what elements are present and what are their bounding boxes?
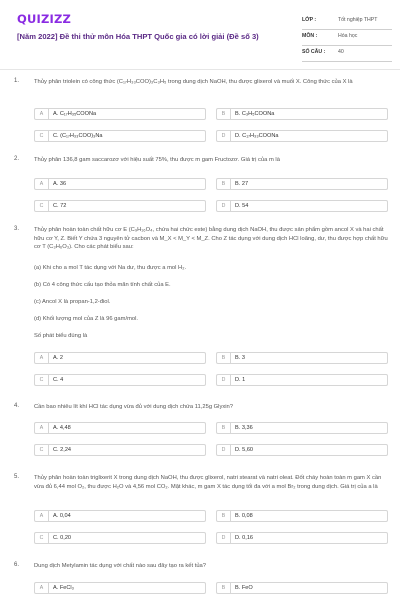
worksheet-header bbox=[0, 0, 400, 70]
option-c[interactable] bbox=[34, 130, 206, 142]
option-text: B. FeO bbox=[235, 585, 253, 591]
option-a[interactable] bbox=[34, 422, 206, 434]
question-number: 2. bbox=[14, 156, 20, 162]
page-title: [Năm 2022] Đề thi thử môn Hóa THPT Quốc gia có lời giải (Đề số 3) bbox=[17, 32, 259, 41]
question-prompt: Số phát biểu đúng là bbox=[34, 333, 88, 339]
option-letter: B bbox=[217, 423, 231, 433]
question-number: 5. bbox=[14, 474, 20, 480]
meta-value: Hóa học bbox=[338, 33, 358, 39]
option-text: A. 0,04 bbox=[53, 513, 71, 519]
option-letter: A bbox=[35, 109, 49, 119]
header-divider bbox=[0, 69, 400, 70]
option-letter: B bbox=[217, 583, 231, 593]
option-letter: D bbox=[217, 131, 231, 141]
question-number: 6. bbox=[14, 562, 20, 568]
statement-d: (d) Khối lượng mol của Z là 96 gam/mol. bbox=[34, 316, 139, 322]
meta-row-count bbox=[302, 46, 392, 62]
option-text: C. 0,20 bbox=[53, 535, 72, 541]
question-text: Dung dịch Metylamin tác dụng với chất nào sau đây tạo ra kết tủa? bbox=[34, 563, 207, 569]
option-letter: C bbox=[35, 445, 49, 455]
option-text: B. 27 bbox=[235, 181, 249, 187]
option-d[interactable] bbox=[216, 532, 388, 544]
option-d[interactable] bbox=[216, 130, 388, 142]
meta-value: Tốt nghiệp THPT bbox=[338, 17, 378, 23]
option-text: A. FeCl₃ bbox=[53, 585, 74, 591]
quizizz-logo: QUIZIZZ bbox=[17, 12, 72, 26]
option-letter: B bbox=[217, 353, 231, 363]
option-text: A. 2 bbox=[53, 355, 63, 361]
option-letter: A bbox=[35, 583, 49, 593]
option-letter: D bbox=[217, 533, 231, 543]
option-letter: B bbox=[217, 511, 231, 521]
option-a[interactable] bbox=[34, 352, 206, 364]
meta-label: LỚP : bbox=[302, 17, 317, 23]
question-text: Thủy phân hoàn toàn triglixerit X trong dung dịch NaOH, thu được glixerol, natri stearat và natri oleat. Đốt cháy hoàn toàn m gam X cần vừa đủ 6,44 mol O₂, thu được H₂O và 4,56 mol CO₂. Mặt khác, m gam X tác dụng tối đa với a mol Br₂ trong dung dịch. Giá trị của a là bbox=[34, 475, 382, 490]
option-d[interactable] bbox=[216, 374, 388, 386]
question-text: Thủy phân triolein có công thức (C₁₇H₃₃COO)₃C₃H₅ trong dung dịch NaOH, thu được glixerol và muối X. Công thức của X là bbox=[34, 79, 353, 85]
option-a[interactable] bbox=[34, 108, 206, 120]
option-text: C. 2,24 bbox=[53, 447, 72, 453]
option-a[interactable] bbox=[34, 582, 206, 594]
meta-value: 40 bbox=[338, 49, 344, 55]
option-letter: A bbox=[35, 423, 49, 433]
option-d[interactable] bbox=[216, 444, 388, 456]
option-c[interactable] bbox=[34, 200, 206, 212]
option-letter: A bbox=[35, 353, 49, 363]
option-letter: A bbox=[35, 511, 49, 521]
option-text: D. 54 bbox=[235, 203, 249, 209]
option-letter: D bbox=[217, 201, 231, 211]
option-b[interactable] bbox=[216, 422, 388, 434]
option-b[interactable] bbox=[216, 178, 388, 190]
option-letter: D bbox=[217, 375, 231, 385]
meta-label: MÔN : bbox=[302, 33, 318, 39]
option-letter: B bbox=[217, 109, 231, 119]
option-b[interactable] bbox=[216, 510, 388, 522]
meta-row-subject bbox=[302, 30, 392, 46]
question-text: Thủy phân 136,8 gam saccarozơ với hiệu suất 75%, thu được m gam Fructozơ. Giá trị của m là bbox=[34, 157, 280, 163]
meta-row-class bbox=[302, 14, 392, 30]
option-text: B. 3,36 bbox=[235, 425, 253, 431]
option-text: B. C₃H₅COONa bbox=[235, 111, 275, 117]
worksheet-meta bbox=[302, 14, 392, 62]
option-text: C. 72 bbox=[53, 203, 67, 209]
question-number: 3. bbox=[14, 226, 20, 232]
question-number: 4. bbox=[14, 403, 20, 409]
option-text: D. 5,60 bbox=[235, 447, 254, 453]
option-letter: C bbox=[35, 201, 49, 211]
statement-c: (c) Ancol X là propan-1,2-điol. bbox=[34, 299, 111, 305]
option-a[interactable] bbox=[34, 510, 206, 522]
option-d[interactable] bbox=[216, 200, 388, 212]
option-text: D. 1 bbox=[235, 377, 246, 383]
option-b[interactable] bbox=[216, 108, 388, 120]
option-a[interactable] bbox=[34, 178, 206, 190]
option-letter: C bbox=[35, 533, 49, 543]
question-text: Cần bao nhiêu lít khí HCl tác dụng vừa đủ với dung dịch chứa 11,25g Glyxin? bbox=[34, 404, 234, 410]
statement-a: (a) Khi cho a mol T tác dụng với Na dư, thu được a mol H₂. bbox=[34, 265, 187, 271]
option-text: C. 4 bbox=[53, 377, 64, 383]
option-text: B. 0,08 bbox=[235, 513, 253, 519]
option-text: A. 4,48 bbox=[53, 425, 71, 431]
option-b[interactable] bbox=[216, 352, 388, 364]
option-text: C. (C₁₇H₃₃COO)₃Na bbox=[53, 133, 103, 139]
option-letter: A bbox=[35, 179, 49, 189]
option-text: D. C₁₇H₃₃COONa bbox=[235, 133, 279, 139]
option-c[interactable] bbox=[34, 444, 206, 456]
option-text: A. 36 bbox=[53, 181, 67, 187]
option-letter: D bbox=[217, 445, 231, 455]
option-text: D. 0,16 bbox=[235, 535, 254, 541]
option-text: B. 3 bbox=[235, 355, 245, 361]
question-number: 1. bbox=[14, 78, 20, 84]
option-letter: B bbox=[217, 179, 231, 189]
option-c[interactable] bbox=[34, 532, 206, 544]
statement-b: (b) Có 4 công thức cấu tạo thỏa mãn tính chất của E. bbox=[34, 282, 171, 288]
question-text: Thủy phân hoàn toàn chất hữu cơ E (C₉H₁₆O₄, chứa hai chức este) bằng dung dịch NaOH, thu được sản phẩm gồm ancol X và hai chất hữu cơ Y, Z. Biết Y chứa 3 nguyên tử cacbon và M_X < M_Y < M_Z. Cho Z tác dụng với dung dịch HCl loãng, dư, thu được hợp chất hữu cơ T (C₃H₆O₃). Cho các phát biểu sau: bbox=[34, 227, 388, 251]
option-letter: C bbox=[35, 375, 49, 385]
option-c[interactable] bbox=[34, 374, 206, 386]
option-letter: C bbox=[35, 131, 49, 141]
option-text: A. C₁₇H₃₅COONa bbox=[53, 111, 97, 117]
option-b[interactable] bbox=[216, 582, 388, 594]
meta-label: SỐ CÂU : bbox=[302, 49, 326, 55]
